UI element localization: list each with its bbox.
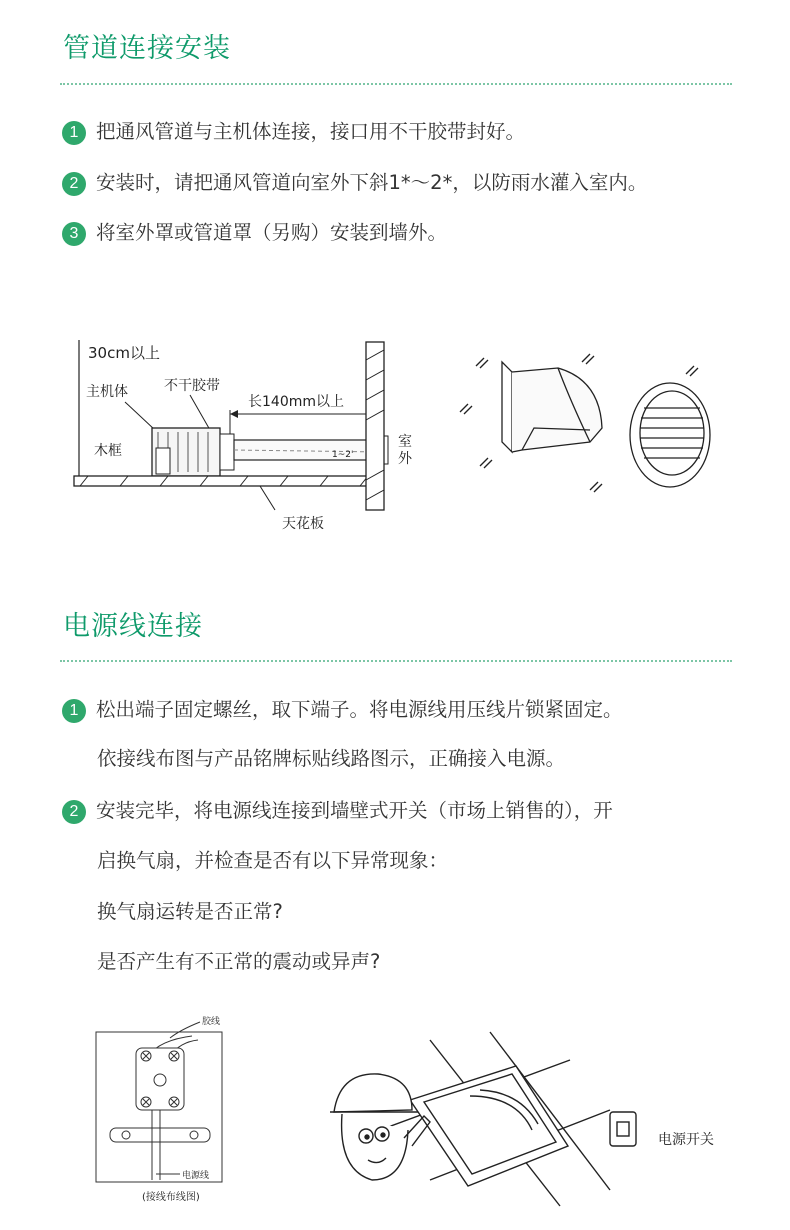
worker-ceiling-illustration	[320, 1020, 740, 1210]
check-item-operation: 换气扇运转是否正常?	[97, 900, 283, 923]
power-step-1	[62, 694, 623, 723]
duct-step-3	[62, 217, 447, 246]
label-length: 长140mm以上	[248, 394, 344, 410]
step-text: 安装时，请把通风管道向室外下斜1*～2*，以防雨水灌入室内。	[96, 171, 648, 194]
power-step-1-cont: 依接线布图与产品铭牌标贴线路图示，正确接入电源。	[97, 747, 566, 770]
step-text: 松出端子固定螺丝，取下端子。将电源线用压线片锁紧固定。	[96, 698, 623, 721]
label-outdoor: 外	[398, 451, 412, 467]
check-item-noise: 是否产生有不正常的震动或异声?	[97, 950, 381, 973]
label-tape: 不干胶带	[164, 378, 220, 394]
wiring-caption: (接线布线图)	[142, 1192, 200, 1203]
step-text: 把通风管道与主机体连接，接口用不干胶带封好。	[96, 120, 526, 143]
step-number-badge: 2	[62, 172, 86, 196]
label-power-switch: 电源开关	[658, 1132, 714, 1148]
wiring-diagram	[90, 1010, 240, 1210]
divider	[60, 83, 732, 85]
step-text: 将室外罩或管道罩（另购）安装到墙外。	[96, 221, 448, 244]
duct-step-2	[62, 167, 647, 196]
step-number-badge: 3	[62, 222, 86, 246]
label-power-wire: 电源线	[182, 1171, 210, 1181]
step-number-badge: 1	[62, 699, 86, 723]
step-text: 安装完毕，将电源线连接到墙壁式开关（市场上销售的），开	[96, 799, 613, 822]
label-ceiling: 天花板	[282, 516, 324, 532]
outdoor-hood-illustration	[450, 340, 720, 510]
step-number-badge: 1	[62, 121, 86, 145]
power-step-2-cont: 启换气扇，并检查是否有以下异常现象：	[97, 849, 449, 872]
label-slope: 1~2'	[332, 450, 354, 460]
label-outdoor: 室	[398, 434, 412, 450]
label-main-body: 主机体	[86, 384, 128, 400]
label-tape-wire: 胶线	[202, 1017, 221, 1027]
label-wood-frame: 木框	[94, 443, 122, 459]
divider	[60, 660, 732, 662]
power-step-2	[62, 795, 613, 824]
duct-step-1	[62, 116, 525, 145]
duct-installation-diagram	[60, 330, 440, 540]
label-30cm: 30cm以上	[88, 344, 160, 362]
step-number-badge: 2	[62, 800, 86, 824]
section-title-power: 电源线连接	[63, 611, 203, 642]
section-title-duct: 管道连接安装	[63, 33, 231, 64]
